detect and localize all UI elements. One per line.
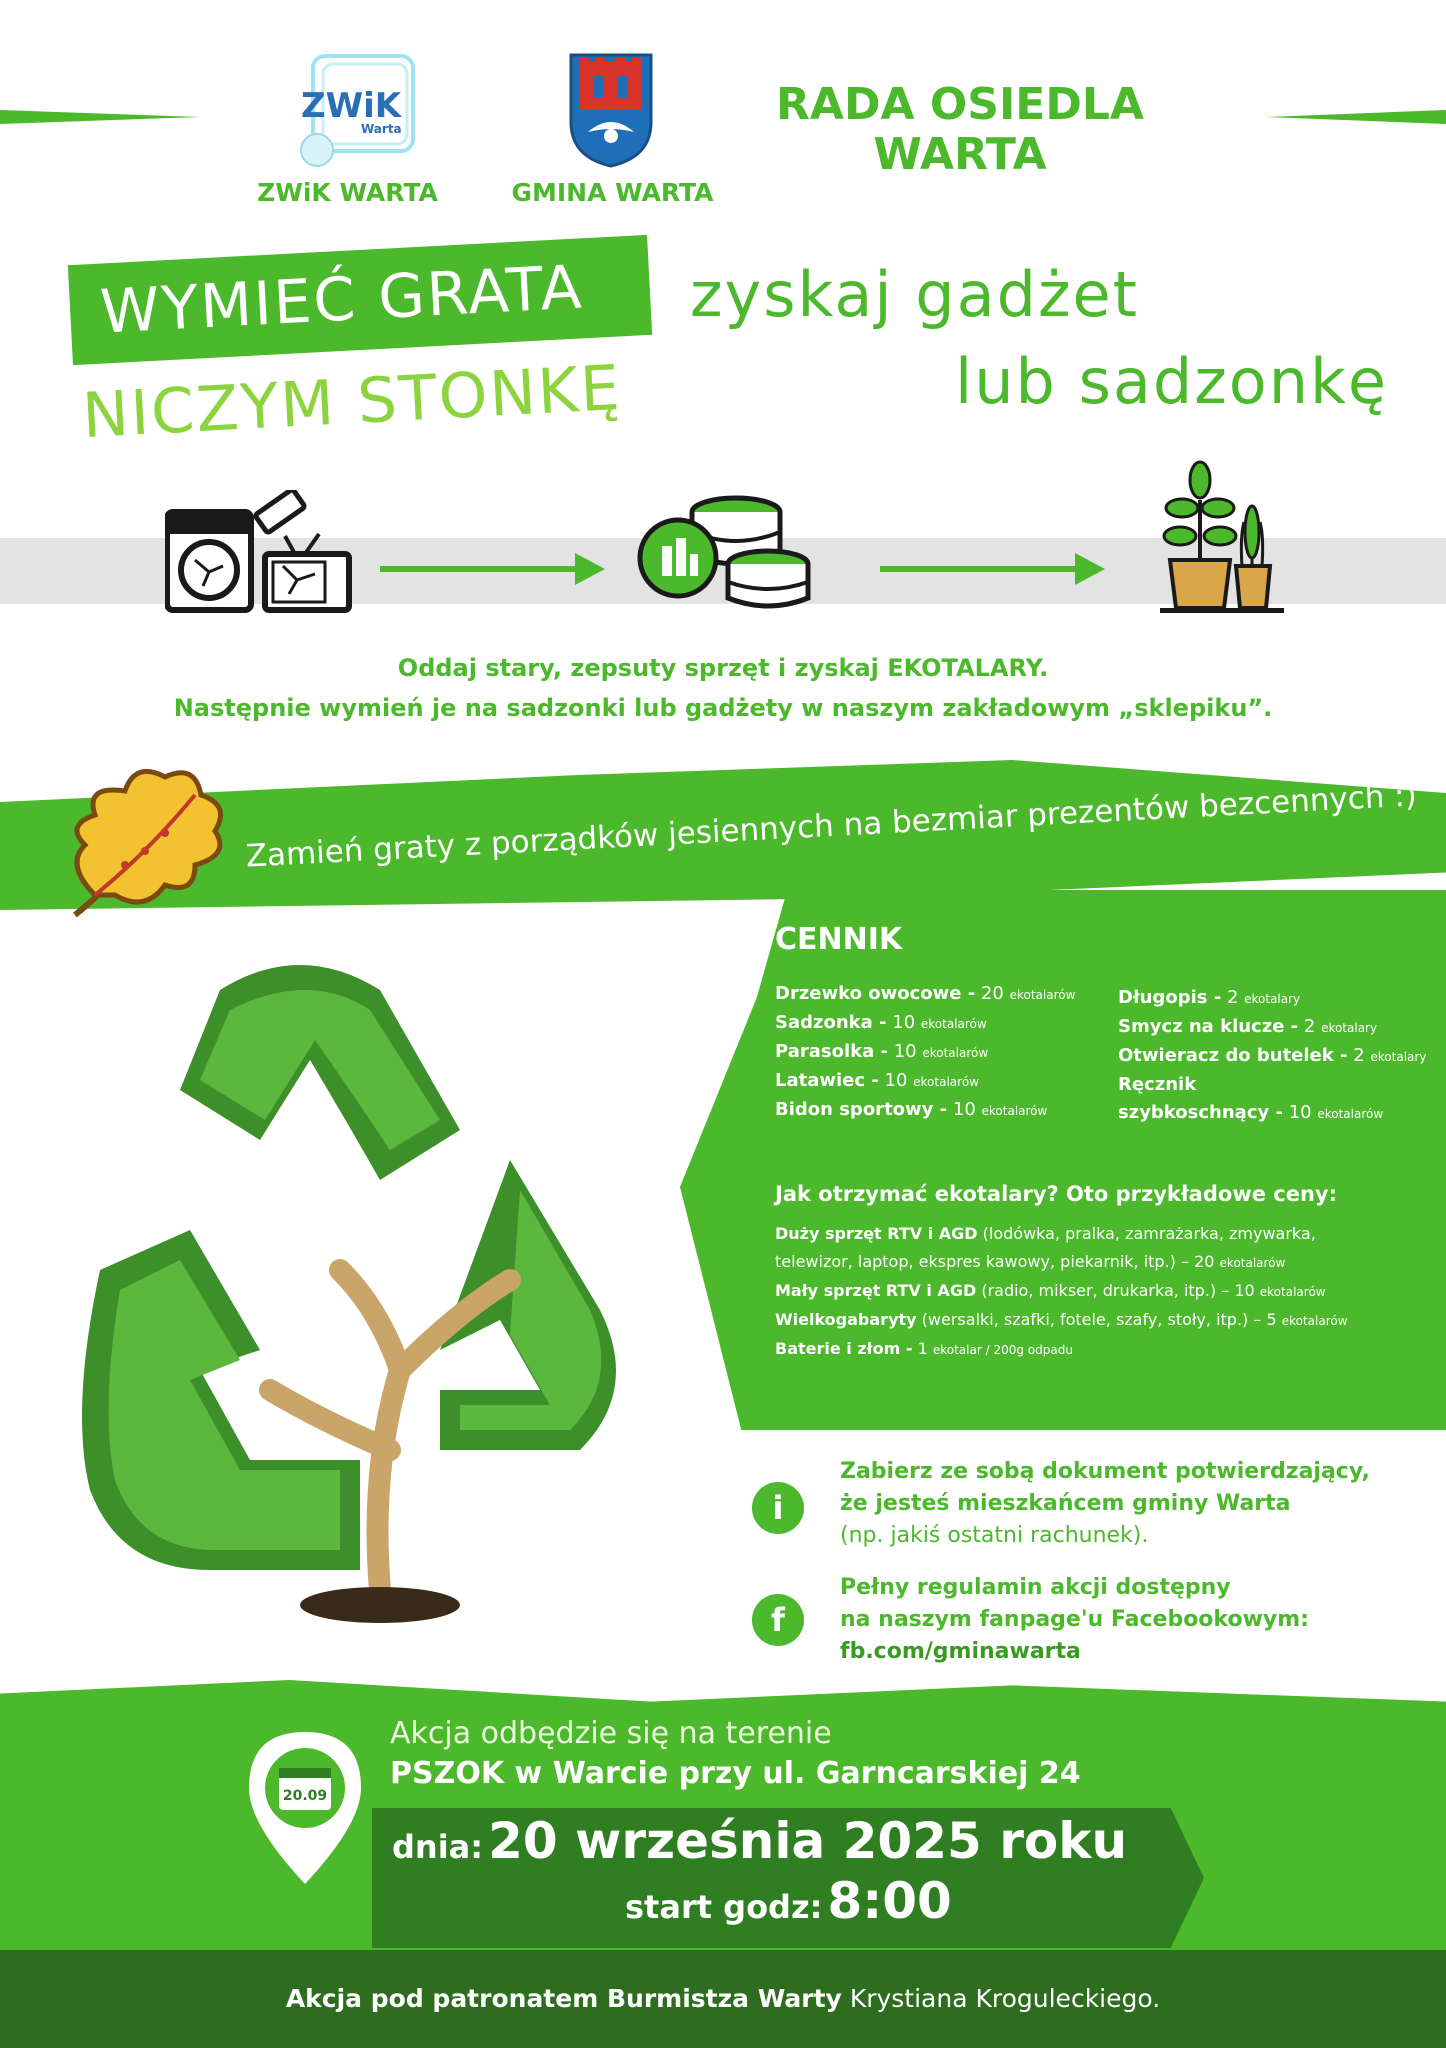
description-line1: Oddaj stary, zepsuty sprzęt i zyskaj EKOTALARY. xyxy=(397,654,1049,682)
price-item: Latawiec - 10 ekotalarów xyxy=(775,1070,979,1091)
rada-line1: RADA OSIEDLA xyxy=(776,79,1144,130)
example-item: telewizor, laptop, ekspres kawowy, piekarnik, itp.) – 20 ekotalarów xyxy=(775,1252,1286,1271)
example-item: Baterie i złom - 1 ekotalar / 200g odpadu xyxy=(775,1339,1073,1358)
date-value: 20 września 2025 roku xyxy=(488,1812,1128,1870)
price-item: Drzewko owocowe - 20 ekotalarów xyxy=(775,983,1076,1004)
doc-line1: Zabierz ze sobą dokument potwierdzający, xyxy=(840,1459,1370,1484)
footer-bold: Akcja pod patronatem Burmistza Warty xyxy=(285,1984,842,2013)
examples-list xyxy=(775,1220,1415,1364)
doc-line3: (np. jakiś ostatni rachunek). xyxy=(840,1523,1149,1548)
zwik-caption: ZWiK WARTA xyxy=(257,178,438,207)
cennik-title: CENNIK xyxy=(775,922,903,957)
zwik-logo-text: ZWiK xyxy=(301,86,402,126)
recycle-tree-image xyxy=(40,950,760,1670)
time-label: start godz: xyxy=(625,1888,823,1926)
price-item: Smycz na klucze - 2 ekotalary xyxy=(1118,1016,1378,1037)
location-line1: Akcja odbędzie się na terenie xyxy=(390,1716,832,1751)
potted-plants-icon xyxy=(1160,460,1285,615)
date-label: dnia: xyxy=(392,1828,484,1866)
example-item: Wielkogabaryty (wersalki, szafki, fotele, szafy, stoły, itp.) – 5 ekotalarów xyxy=(775,1310,1348,1329)
tagline-line1: zyskaj gadżet xyxy=(690,258,1139,331)
example-item: Mały sprzęt RTV i AGD (radio, mikser, drukarka, itp.) – 10 ekotalarów xyxy=(775,1281,1326,1300)
fb-line1: Pełny regulamin akcji dostępny xyxy=(840,1575,1231,1600)
process-arrow-1-line xyxy=(380,566,580,572)
info-icon: i xyxy=(752,1482,804,1534)
header-stripe-left xyxy=(0,110,200,124)
event-time-row xyxy=(625,1872,952,1930)
description-line2: Następnie wymień je na sadzonki lub gadżety w naszym zakładowym „sklepiku”. xyxy=(173,694,1273,722)
ekotalar-coins-icon xyxy=(636,494,812,612)
location-pin-icon xyxy=(245,1728,365,1888)
price-list-left xyxy=(775,980,1075,1125)
calendar-date-badge: 20.09 xyxy=(282,1788,328,1804)
facebook-icon[interactable]: f xyxy=(752,1594,804,1646)
headline-line2: NICZYM STONKĘ xyxy=(80,350,624,453)
example-item: Duży sprzęt RTV i AGD (lodówka, pralka, zamrażarka, zmywarka, xyxy=(775,1224,1316,1243)
header-stripe-right xyxy=(1266,110,1446,124)
process-arrow-2-line xyxy=(880,566,1080,572)
fb-info xyxy=(840,1572,1309,1668)
process-arrow-2-head xyxy=(1075,553,1105,585)
footer-rest: Krystiana Kroguleckiego. xyxy=(849,1984,1161,2013)
time-value: 8:00 xyxy=(827,1872,952,1930)
price-item: Długopis - 2 ekotalary xyxy=(1118,987,1301,1008)
autumn-slogan: Zamień graty z porządków jesiennych na bezmiar prezentów bezcennych :) xyxy=(244,777,1418,875)
price-item: Ręcznik xyxy=(1118,1074,1197,1095)
gmina-caption: GMINA WARTA xyxy=(511,178,714,207)
price-item: szybkoschnący - 10 ekotalarów xyxy=(1118,1102,1384,1123)
zwik-logo-sub: Warta xyxy=(361,122,402,136)
headline-line1: WYMIEĆ GRATA xyxy=(98,252,586,348)
examples-title: Jak otrzymać ekotalary? Oto przykładowe ceny: xyxy=(775,1182,1337,1206)
fb-link[interactable]: fb.com/gminawarta xyxy=(840,1639,1081,1664)
doc-line2: że jesteś mieszkańcem gminy Warta xyxy=(840,1491,1291,1516)
location-line2: PSZOK w Warcie przy ul. Garncarskiej 24 xyxy=(390,1756,1081,1791)
doc-info xyxy=(840,1456,1370,1552)
price-item: Parasolka - 10 ekotalarów xyxy=(775,1041,989,1062)
appliances-icon xyxy=(165,490,355,615)
fb-line2: na naszym fanpage'u Facebookowym: xyxy=(840,1607,1309,1632)
tagline-line2: lub sadzonkę xyxy=(955,345,1389,418)
event-date-row xyxy=(392,1812,1127,1870)
zwik-logo xyxy=(295,52,420,172)
price-list-right xyxy=(1118,984,1426,1128)
oak-leaf-icon xyxy=(55,755,235,925)
price-item: Bidon sportowy - 10 ekotalarów xyxy=(775,1099,1048,1120)
gmina-crest-icon xyxy=(568,52,654,168)
footer-text xyxy=(0,1984,1446,2013)
rada-line2: WARTA xyxy=(873,129,1047,180)
price-item: Sadzonka - 10 ekotalarów xyxy=(775,1012,987,1033)
price-item: Otwieracz do butelek - 2 ekotalary xyxy=(1118,1045,1427,1066)
process-arrow-1-head xyxy=(575,553,605,585)
